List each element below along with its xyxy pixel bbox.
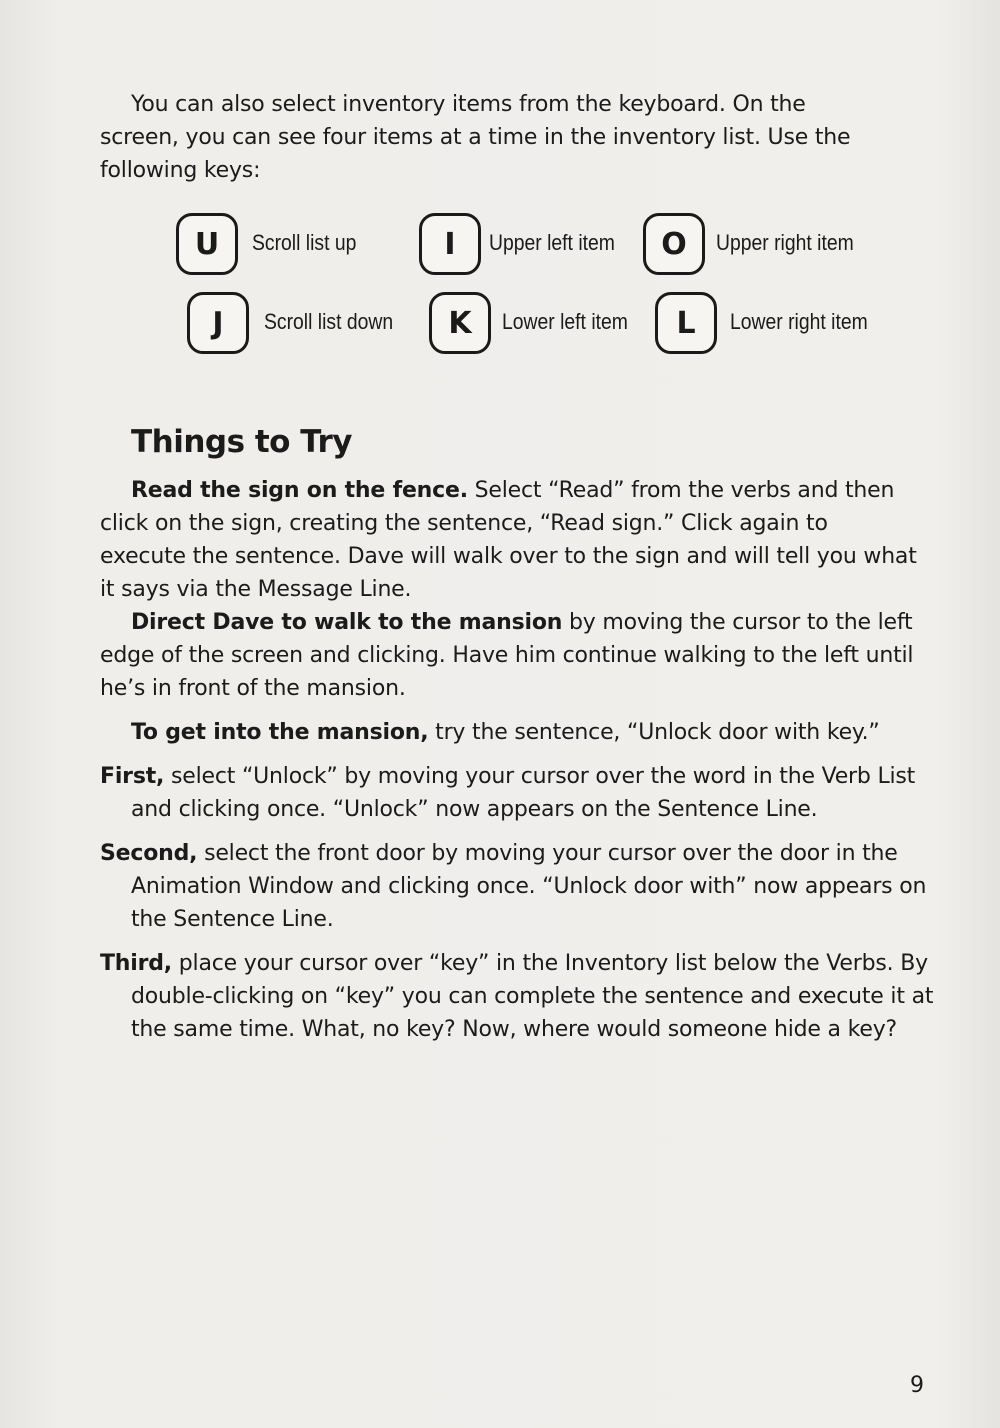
text-third-step: place your cursor over “key” in the Inventory list below the Verbs. By double-clicking on “key” you can complete the sentence and execute it at the same time. What, no key? Now, where would someone hide a key?	[131, 951, 934, 1042]
key-l-icon	[655, 292, 717, 354]
text-second-step: select the front door by moving your cursor over the door in the Animation Window and clicking once. “Unlock door with” now appears on the Sentence Line.	[131, 841, 927, 932]
key-l-label: Lower right item	[730, 309, 868, 334]
paragraph-get-into-mansion	[100, 716, 930, 749]
key-u-icon	[176, 213, 238, 275]
key-k-icon	[429, 292, 491, 354]
lead-first-step: First,	[100, 764, 165, 789]
text-read-sign: Select “Read” from the verbs and then click on the sign, creating the sentence, “Read sign.” Click again to execute the sentence. Dave will walk over to the sign and will tell you what it says via the Message Line.	[100, 478, 917, 602]
key-o-letter: O	[661, 226, 687, 262]
paragraph-walk-mansion	[100, 606, 920, 705]
paragraph-third-step	[100, 947, 941, 1046]
key-u-letter: U	[194, 226, 220, 262]
paragraph-read-sign	[100, 474, 920, 606]
text-walk-mansion: by moving the cursor to the left edge of the screen and clicking. Have him continue walking to the left until he’s in front of the mansion.	[100, 610, 914, 701]
key-j-label: Scroll list down	[264, 309, 394, 334]
paragraph-first-step	[100, 760, 951, 826]
key-i-label: Upper left item	[489, 230, 615, 255]
key-j-icon	[187, 292, 249, 354]
lead-read-sign: Read the sign on the fence.	[131, 478, 468, 503]
intro-paragraph: You can also select inventory items from the keyboard. On the screen, you can see four items at a time in the inventory list. Use the following keys:	[100, 92, 851, 183]
key-o-label: Upper right item	[716, 230, 854, 255]
lead-get-into-mansion: To get into the mansion,	[131, 720, 429, 745]
key-u-label: Scroll list up	[252, 230, 357, 255]
key-o-icon	[643, 213, 705, 275]
key-k-label: Lower left item	[502, 309, 628, 334]
section-heading: Things to Try	[131, 424, 352, 460]
key-l-letter: L	[676, 305, 696, 341]
text-first-step: select “Unlock” by moving your cursor over the word in the Verb List and clicking once. “Unlock” now appears on the Sentence Line.	[131, 764, 916, 822]
text-get-into-mansion: try the sentence, “Unlock door with key.”	[428, 720, 880, 745]
lead-second-step: Second,	[100, 841, 198, 866]
lead-walk-mansion: Direct Dave to walk to the mansion	[131, 610, 563, 635]
key-j-letter: J	[212, 305, 224, 341]
page-number: 9	[910, 1373, 924, 1398]
key-i-letter: I	[444, 226, 456, 262]
key-i-icon	[419, 213, 481, 275]
key-k-letter: K	[448, 305, 472, 341]
lead-third-step: Third,	[100, 951, 172, 976]
paragraph-second-step	[100, 837, 941, 936]
